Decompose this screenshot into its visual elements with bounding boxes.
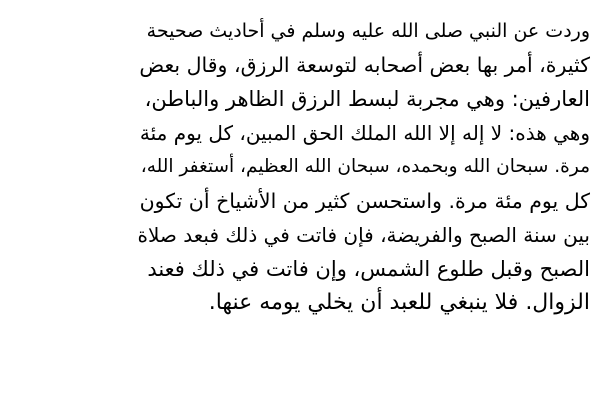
text-line-4: وهي هذه: لا إله إلا الله الملك الحق المبين، كل يوم مئة [139, 121, 590, 145]
arabic-text-block [138, 14, 590, 390]
text-line-1: وردت عن النبي صلى الله عليه وسلم في أحاديث صحيحة [146, 20, 590, 42]
text-line-7: بين سنة الصبح والفريضة، فإن فاتت في ذلك فبعد صلاة [137, 223, 590, 247]
text-line-6: كل يوم مئة مرة. واستحسن كثير من الأشياخ أن تكون [139, 189, 590, 213]
text-line-5: مرة. سبحان الله وبحمده، سبحان الله العظيم، أستغفر الله، [140, 156, 590, 177]
text-line-3: العارفين: وهي مجربة لبسط الرزق الظاهر والباطن، [144, 87, 590, 111]
text-line-8: الصبح وقبل طلوع الشمس، وإن فاتت في ذلك فعند [147, 257, 590, 281]
text-line-2: كثيرة، أمر بها بعض أصحابه لتوسعة الرزق، وقال بعض [139, 53, 590, 77]
text-line-9: الزوال. فلا ينبغي للعبد أن يخلي يومه عنها. [208, 290, 590, 315]
